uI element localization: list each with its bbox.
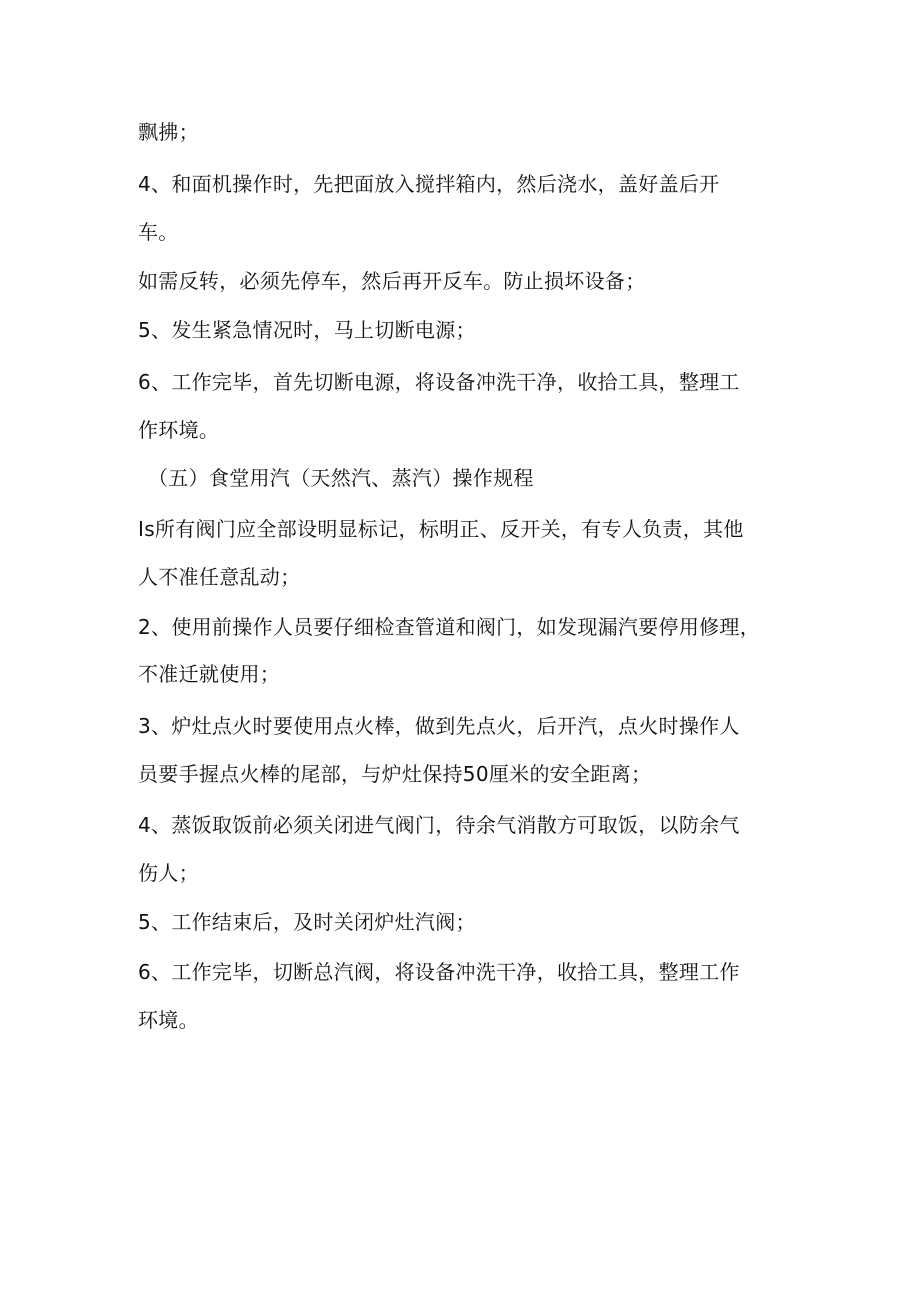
- text-line: Is所有阀门应全部设明显标记，标明正、反开关，有专人负责，其他: [138, 517, 744, 541]
- text-line: 6、工作完毕，首先切断电源，将设备冲洗干净，收拾工具，整理工: [138, 370, 740, 394]
- text-line: 3、炉灶点火时要使用点火棒，做到先点火，后开汽，点火时操作人: [138, 714, 740, 738]
- text-line: 车。: [138, 220, 179, 244]
- text-line: 6、工作完毕，切断总汽阀，将设备冲洗干净，收拾工具，整理工作: [138, 960, 740, 984]
- text-line: 飘拂；: [138, 120, 199, 144]
- text-line: 伤人；: [138, 861, 199, 885]
- text-line: 4、和面机操作时，先把面放入搅拌箱内，然后浇水，盖好盖后开: [138, 172, 720, 196]
- text-line: 5、发生紧急情况时，马上切断电源；: [138, 318, 476, 342]
- text-line: 如需反转，必须先停车，然后再开反车。防止损坏设备；: [138, 269, 646, 293]
- section-heading: （五）食堂用汽（天然汽、蒸汽）操作规程: [148, 466, 534, 490]
- text-line: 人不准任意乱动；: [138, 565, 301, 589]
- text-line: 员要手握点火棒的尾部，与炉灶保持50厘米的安全距离；: [138, 762, 652, 786]
- text-line: 环境。: [138, 1008, 199, 1032]
- text-line: 2、使用前操作人员要仔细检查管道和阀门，如发现漏汽要停用修理，: [138, 615, 761, 639]
- text-line: 5、工作结束后，及时关闭炉灶汽阀；: [138, 910, 476, 934]
- text-line: 4、蒸饭取饭前必须关闭进气阀门，待余气消散方可取饭，以防余气: [138, 813, 740, 837]
- text-line: 作环境。: [138, 418, 220, 442]
- text-line: 不准迁就使用；: [138, 662, 281, 686]
